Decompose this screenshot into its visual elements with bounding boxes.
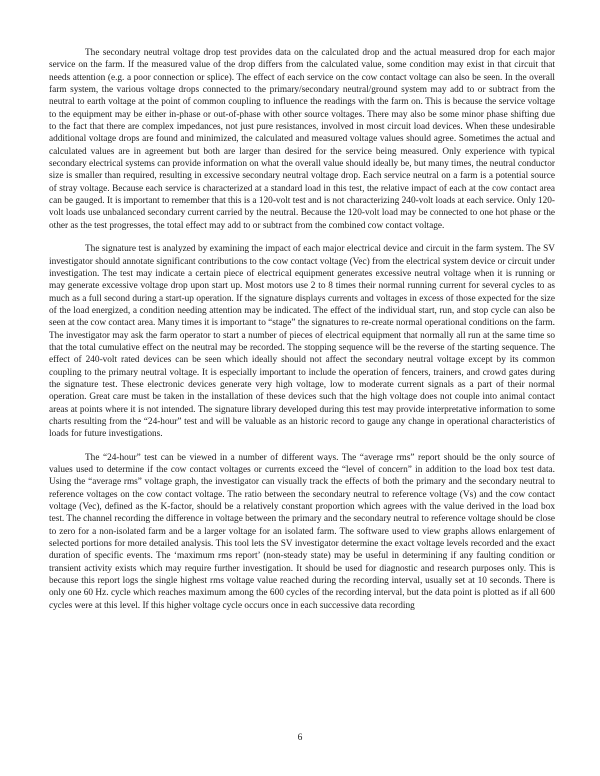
paragraph-secondary-neutral-voltage-drop: The secondary neutral voltage drop test provides data on the calculated drop and the actual measured drop for each major service on the farm. If the measured value of the drop differs from the calculated value, some condition may exist in that circuit that needs attention (e.g. a poor connection or splice). The effect of each service on the cow contact voltage can also be seen. In the overall farm system, the various voltage drops connected to the primary/secondary neutral/ground system may add to or subtract from the neutral to earth voltage at the point of common coupling to influence the readings with the farm on. This is because the service voltage to the equipment may be either in-phase or out-of-phase with other source voltages. There may also be some minor phase shifting due to the fact that there are complex impedances, not just pure resistances, involved in most circuit load devices. When these undesirable additional voltage drops are found and minimized, the calculated and measured voltage values should agree. Sometimes the actual and calculated values are in agreement but both are larger than desired for the service being measured. Only experience with typical secondary electrical systems can provide information on what the overall value should ideally be, but many times, the neutral conductor size is smaller than required, resulting in excessive secondary neutral voltage drop. Each service neutral on a farm is a potential source of stray voltage. Because each service is characterized at a standard load in this test, the relative impact of each at the cow contact area can be gauged. It is important to remember that this is a 120-volt test and is not characterizing 240-volt loads at each service. Only 120-volt loads use unbalanced secondary current carried by the neutral. Because the 120-volt load may be connected to one hot phase or the other as the test progresses, the total effect may add to or subtract from the combined cow contact voltage. xyxy=(49,48,555,231)
paragraph-24-hour-test: The “24-hour” test can be viewed in a number of different ways. The “average rms” report should be the only source of values used to determine if the cow contact voltages or currents exceed the “level of concern” in addition to the load box test data. Using the “average rms” voltage graph, the investigator can visually track the effects of both the primary and the secondary neutral to reference voltages on the cow contact voltage. The ratio between the secondary neutral to reference voltage (Vs) and the cow contact voltage (Vec), defined as the K-factor, should be a relatively constant proportion which agrees with the value derived in the load box test. The channel recording the difference in voltage between the primary and the secondary neutral to reference voltage should be close to zero for a non-isolated farm and be a larger voltage for an isolated farm. The software used to view graphs allows enlargement of selected portions for more detailed analysis. This tool lets the SV investigator determine the exact voltage levels recorded and the exact duration of specific events. The ‘maximum rms report’ (non-steady state) may be useful in determining if any faulting condition or transient activity exists which may require further investigation. It should be used for diagnostic and research purposes only. This is because this report logs the single highest rms voltage value reached during the recording interval, usually set at 10 seconds. There is only one 60 Hz. cycle which reaches maximum among the 600 cycles of the recording interval, but the data point is plotted as if all 600 cycles were at this level. If this higher voltage cycle occurs once in each successive data recording xyxy=(49,452,555,611)
page-number: 6 xyxy=(297,733,303,743)
body-text xyxy=(49,47,555,623)
paragraph-signature-test: The signature test is analyzed by examining the impact of each major electrical device and circuit in the farm system. The SV investigator should annotate significant contributions to the cow contact voltage (Vec) from the electrical system device or circuit under investigation. The test may indicate a certain piece of electrical equipment generates excessive neutral voltage when it is running or may generate excessive voltage drop upon start up. Most motors use 2 to 8 times their normal running current for several cycles to as much as a full second during a start-up operation. If the signature displays currents and voltages in excess of those expected for the size of the load energized, a condition needing attention may be indicated. The effect of the individual start, run, and stop cycle can also be seen at the cow contact area. Many times it is important to “stage” the signatures to re-create normal operational conditions on the farm. The investigator may ask the farm operator to start a number of pieces of electrical equipment that normally all run at the same time so that the total cumulative effect on the neutral may be recorded. The stopping sequence will be the reverse of the starting sequence. The effect of 240-volt rated devices can be seen which ideally should not affect the secondary neutral voltage except by its common coupling to the primary neutral voltage. It is especially important to include the operation of fencers, trainers, and crowd gates during the signature test. These electronic devices generate very high voltage, low to moderate current signals as a part of their normal operation. Great care must be taken in the installation of these devices such that the high voltage does not couple into animal contact areas at points where it is not intended. The signature library developed during this test may provide interpretative information to some charts resulting from the “24-hour” test and will be valuable as an historic record to gauge any change in operational characteristics of loads for future investigations. xyxy=(49,244,555,440)
